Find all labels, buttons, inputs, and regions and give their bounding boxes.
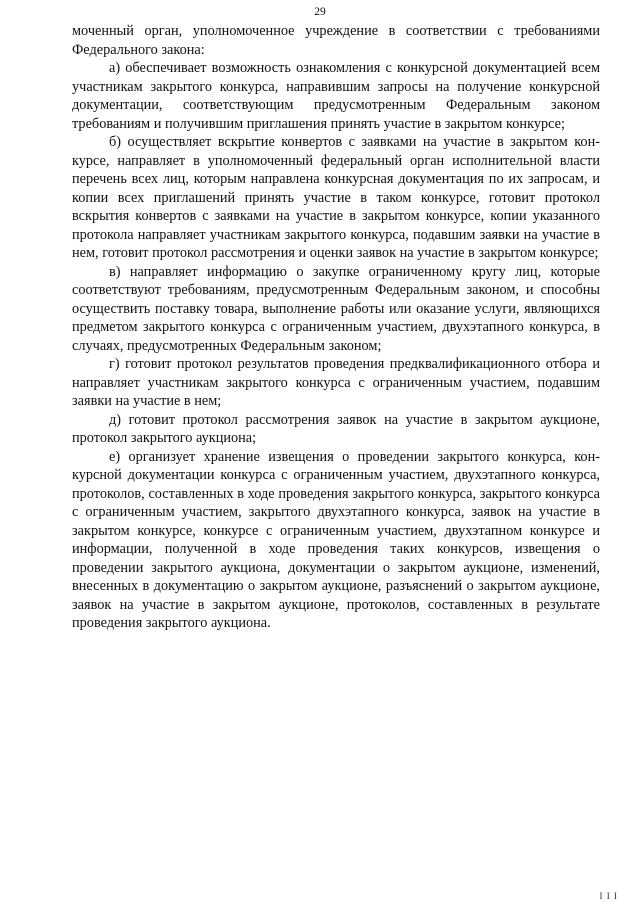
paragraph-item-d: д) готовит протокол рассмотрения заявок на участие в закрытом аукционе, протокол закрытого аукциона; bbox=[72, 411, 600, 446]
paragraph-item-b: б) осуществляет вскрытие конвертов с заявками на участие в закрытом конкурсе, направляет в уполномоченный федеральный орган исполнительной власти перечень всех лиц, которым направлена конкурсная документация по их запросам, и копии всех приглашений принять участие в таком конкурсе, готовит протокол вскрытия конвертов с заявками на участие в закрытом конкурсе, копии указанного протокола направляет участникам закрытого конкурса, подавшим заявки на участие в нем, готовит протокол рассмотрения и оценки заявок на участие в закрытом конкурсе; bbox=[72, 134, 600, 261]
footer-mark: I I I bbox=[599, 891, 618, 901]
paragraph-item-a: а) обеспечивает возможность ознакомления с конкурсной документацией всем участникам закрытого конкурса, направившим запросы на получение конкурсной документации, соответствующим предусмотренным Федеральным законом требованиям и получившим приглашения принять участие в закрытом конкурсе; bbox=[72, 60, 600, 132]
paragraph-item-e: е) организует хранение извещения о проведении закрытого конкурса, конкурсной документации конкурса с ограниченным участием, двухэтапного конкурса, протоколов, составленных в ходе проведения закрытого конкурса, закрытого конкурса с ограниченным участием, закрытого двухэтапного конкурса, заявок на участие в закрытом конкурсе, конкурсе с ограниченным участием, двухэтапном конкурсе и информации, полученной в ходе проведения таких конкурсов, извещения о проведении закрытого аукциона, документации о закрытом аукционе, изменений, внесенных в документацию о закрытом аукционе, разъяснений о закрытом аукционе, заявок на участие в закрытом аукционе, протоколов, составленных в результате проведения закрытого аукциона. bbox=[72, 448, 600, 631]
page-number: 29 bbox=[314, 6, 326, 18]
document-body bbox=[72, 22, 600, 633]
paragraph-item-g: г) готовит протокол результатов проведения предквалификационного отбора и направляет участникам закрытого конкурса с ограниченным участием, подавшим заявки на участие в нем; bbox=[72, 356, 600, 409]
paragraph-continuation: моченный орган, уполномоченное учреждение в соответствии с требованиями Федерального закона: bbox=[72, 23, 600, 58]
paragraph-item-v: в) направляет информацию о закупке ограниченному кругу лиц, которые соответствуют требованиям, предусмотренным Федеральным законом, и способны осуществить поставку товара, выполнение работы или оказание услуги, являющихся предметом закрытого конкурса с ограниченным участием, двухэтапного конкурса, в случаях, предусмотренных Федеральным законом; bbox=[72, 263, 600, 354]
